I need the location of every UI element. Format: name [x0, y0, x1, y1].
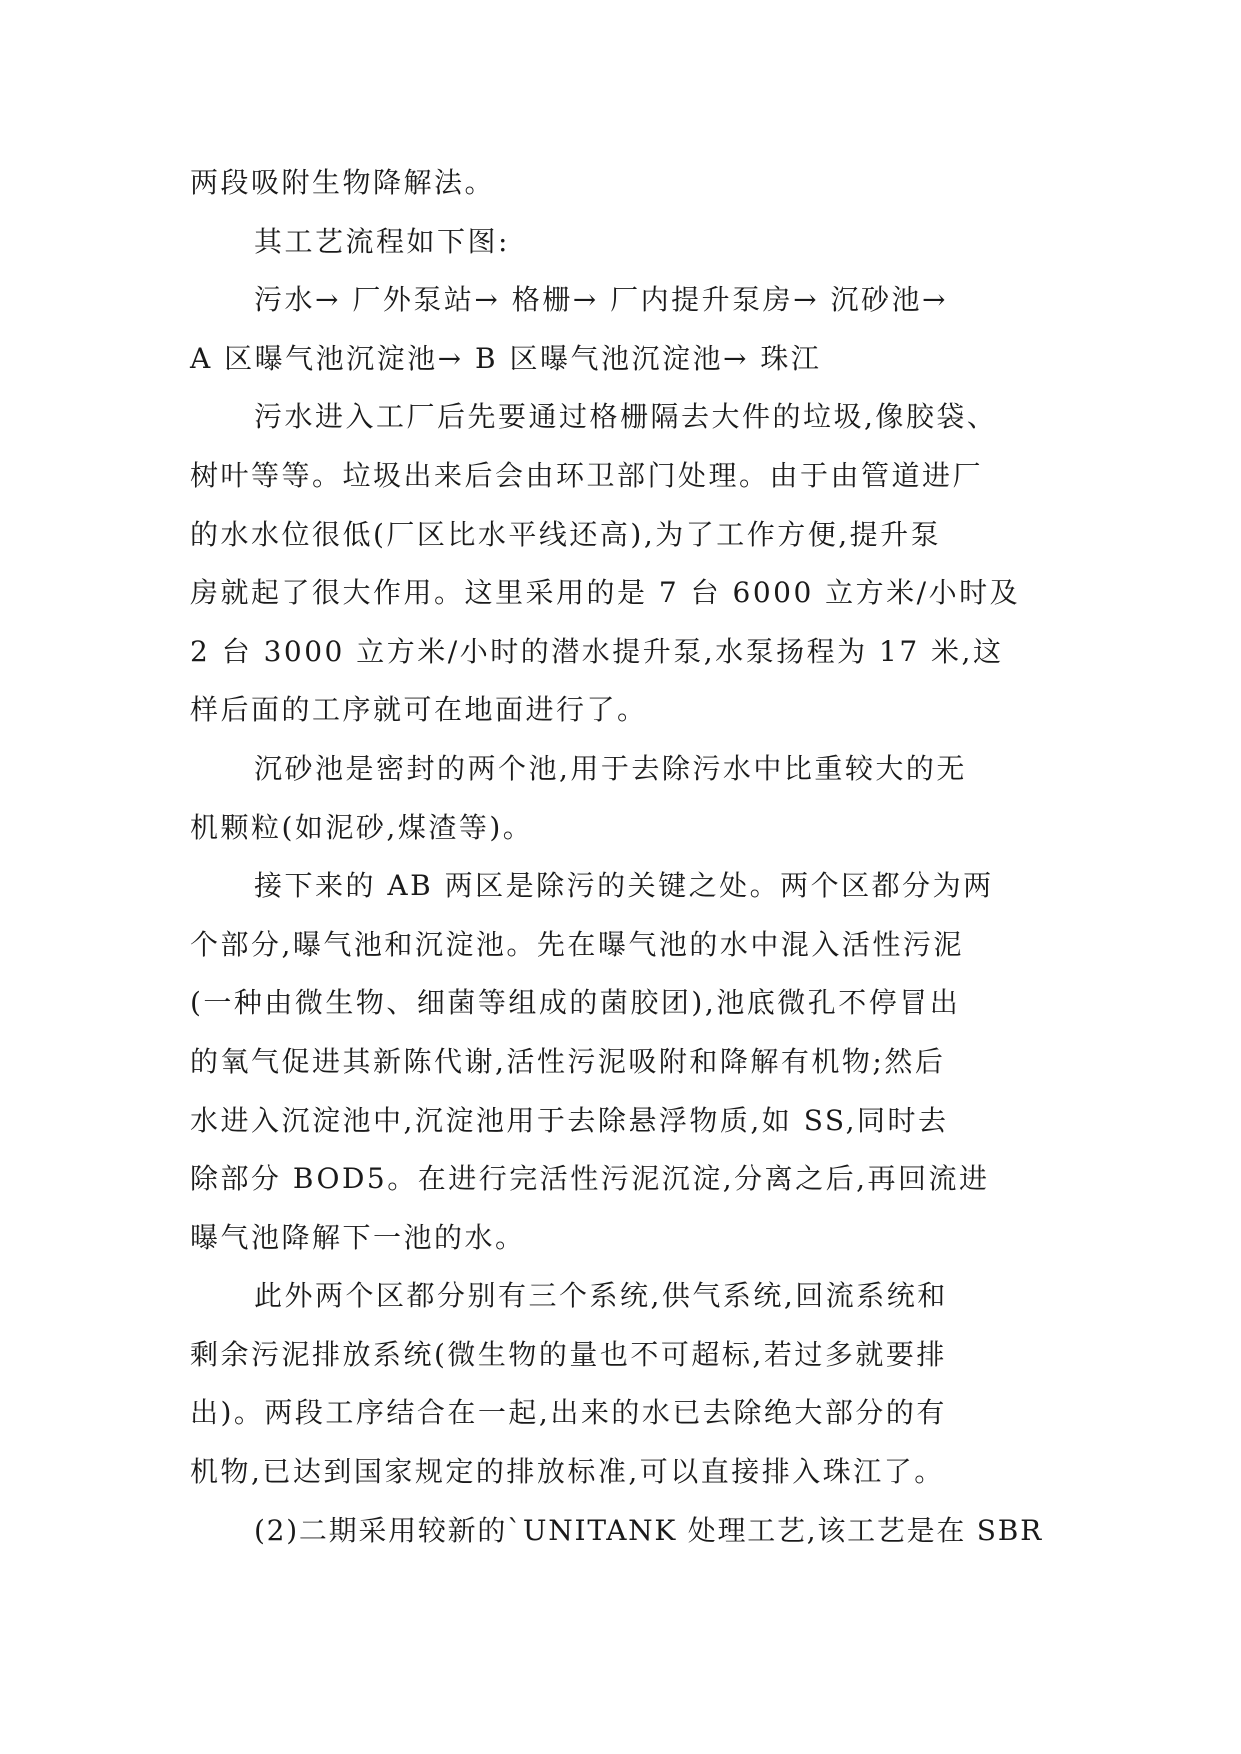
text-line: 沉砂池是密封的两个池,用于去除污水中比重较大的无	[254, 751, 967, 785]
text-line: 剩余污泥排放系统(微生物的量也不可超标,若过多就要排	[190, 1337, 947, 1371]
text-line: 机物,已达到国家规定的排放标准,可以直接排入珠江了。	[190, 1455, 945, 1489]
text-line: 机颗粒(如泥砂,煤渣等)。	[190, 810, 534, 844]
text-line: 除部分 BOD5。在进行完活性污泥沉淀,分离之后,再回流进	[190, 1162, 990, 1196]
text-line: 其工艺流程如下图:	[254, 224, 510, 258]
text-line: 两段吸附生物降解法。	[190, 166, 496, 199]
text-line: A 区曝气池沉淀池→ B 区曝气池沉淀池→ 珠江	[190, 341, 822, 375]
text-line: 污水→ 厂外泵站→ 格栅→ 厂内提升泵房→ 沉砂池→	[254, 283, 948, 317]
text-line: 的氧气促进其新陈代谢,活性污泥吸附和降解有机物;然后	[190, 1044, 946, 1078]
text-line: 污水进入工厂后先要通过格栅隔去大件的垃圾,像胶袋、	[254, 400, 998, 434]
text-line: 接下来的 AB 两区是除污的关键之处。两个区都分为两	[254, 869, 994, 903]
text-line: (2)二期采用较新的`UNITANK 处理工艺,该工艺是在 SBR	[254, 1513, 1043, 1547]
text-line: (一种由微生物、细菌等组成的菌胶团),池底微孔不停冒出	[190, 986, 961, 1020]
document-body	[190, 154, 1050, 1560]
text-line: 2 台 3000 立方米/小时的潜水提升泵,水泵扬程为 17 米,这	[190, 634, 1004, 668]
text-line: 此外两个区都分别有三个系统,供气系统,回流系统和	[254, 1279, 948, 1313]
text-line: 树叶等等。垃圾出来后会由环卫部门处理。由于由管道进厂	[190, 458, 984, 492]
text-line: 房就起了很大作用。这里采用的是 7 台 6000 立方米/小时及	[190, 576, 1021, 610]
text-line: 的水水位很低(厂区比水平线还高),为了工作方便,提升泵	[190, 517, 942, 551]
text-line: 样后面的工序就可在地面进行了。	[190, 693, 648, 727]
text-line: 曝气池降解下一池的水。	[190, 1220, 526, 1254]
text-line: 出)。两段工序结合在一起,出来的水已去除绝大部分的有	[190, 1396, 947, 1430]
text-line: 水进入沉淀池中,沉淀池用于去除悬浮物质,如 SS,同时去	[190, 1103, 949, 1137]
text-line: 个部分,曝气池和沉淀池。先在曝气池的水中混入活性污泥	[190, 927, 964, 961]
